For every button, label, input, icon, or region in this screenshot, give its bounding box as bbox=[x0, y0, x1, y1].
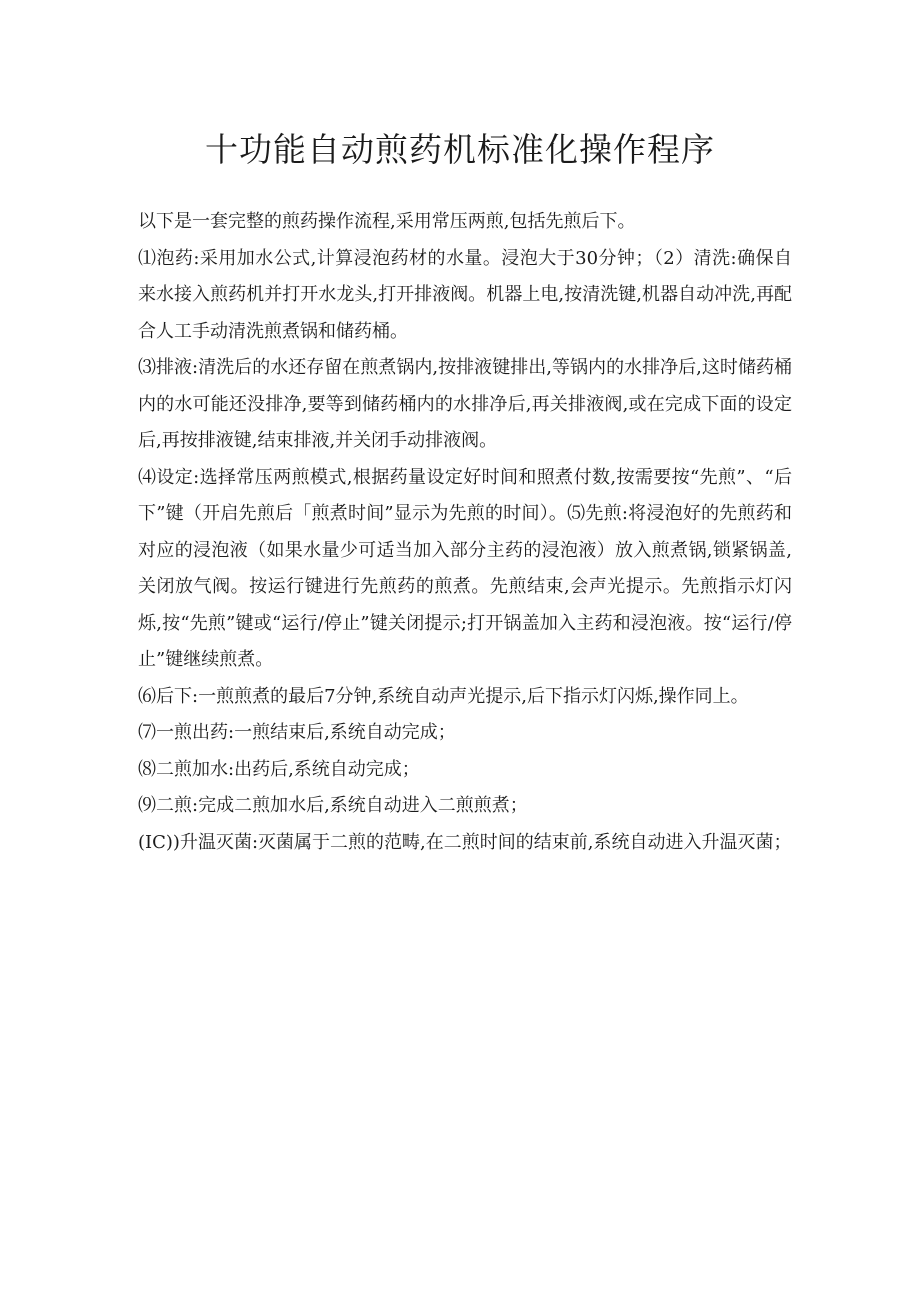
document-title: 十功能自动煎药机标准化操作程序 bbox=[205, 130, 715, 169]
paragraph-step-6: ⑹后下:一煎煎煮的最后7分钟,系统自动声光提示,后下指示灯闪烁,操作同上。 bbox=[138, 685, 749, 707]
paragraph-step-9: ⑼二煎:完成二煎加水后,系统自动进入二煎煎煮； bbox=[138, 795, 528, 816]
document-body bbox=[138, 204, 792, 861]
paragraph-intro: 以下是一套完整的煎药操作流程,采用常压两煎,包括先煎后下。 bbox=[138, 211, 636, 232]
paragraph-step-8: ⑻二煎加水:出药后,系统自动完成； bbox=[138, 758, 420, 780]
paragraph-step-1-2: ⑴泡药:采用加水公式,计算浸泡药材的水量。浸泡大于30分钟；（2）清洗:确保自来水接入煎药机并打开水龙头,打开排液阀。机器上电,按清洗键,机器自动冲洗,再配合人工手动清洗煎煮锅和储药桶。 bbox=[138, 247, 792, 342]
paragraph-step-3: ⑶排液:清洗后的水还存留在煎煮锅内,按排液键排出,等锅内的水排净后,这时储药桶内的水可能还没排净,要等到储药桶内的水排净后,再关排液阀,或在完成下面的设定后,再按排液键,结束排液,并关闭手动排液阀。 bbox=[138, 357, 792, 451]
paragraph-step-7: ⑺一煎出药:一煎结束后,系统自动完成； bbox=[138, 722, 456, 743]
paragraph-step-4-5: ⑷设定:选择常压两煎模式,根据药量设定好时间和照煮付数,按需要按“先煎”、“后下”键（开启先煎后「煎煮时间”显示为先煎的时间）。⑸先煎:将浸泡好的先煎药和对应的浸泡液（如果水量少可适当加入部分主药的浸泡液）放入煎煮锅,锁紧锅盖,关闭放气阀。按运行键进行先煎药的煎煮。先煎结束,会声光提示。先煎指示灯闪烁,按“先煎”键或“运行/停止”键关闭提示;打开锅盖加入主药和浸泡液。按“运行/停止”键继续煎煮。 bbox=[138, 466, 792, 670]
paragraph-step-10: (IC))升温灭菌:灭菌属于二煎的范畴,在二煎时间的结束前,系统自动进入升温灭菌； bbox=[138, 831, 792, 853]
